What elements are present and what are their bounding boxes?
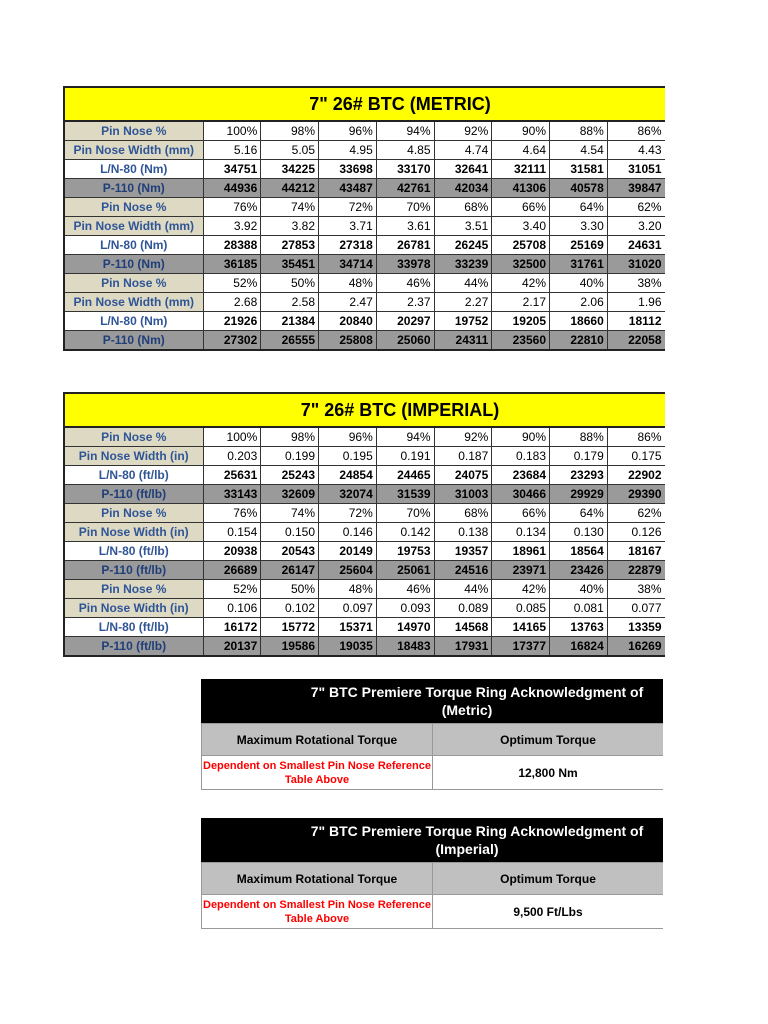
table-cell: 0.191 (376, 447, 434, 466)
table-cell: 2.37 (376, 293, 434, 312)
table-cell: 100% (203, 122, 261, 141)
table-cell: 70% (376, 198, 434, 217)
table-cell: 22902 (607, 466, 665, 485)
table-cell: 25708 (492, 236, 550, 255)
table-cell: 24311 (434, 331, 492, 351)
row-label: Pin Nose % (65, 274, 203, 293)
table-cell: 31020 (607, 255, 665, 274)
row-label: Pin Nose Width (mm) (65, 293, 203, 312)
row-label: Pin Nose Width (mm) (65, 141, 203, 160)
table-cell: 22879 (607, 561, 665, 580)
table-cell: 0.183 (492, 447, 550, 466)
table-row (65, 618, 665, 637)
table-cell: 18564 (550, 542, 608, 561)
row-label: Pin Nose Width (in) (65, 447, 203, 466)
table-cell: 19752 (434, 312, 492, 331)
table-row (65, 274, 665, 293)
table-cell: 32500 (492, 255, 550, 274)
table-cell: 14970 (376, 618, 434, 637)
table-row (65, 312, 665, 331)
max-rotational-torque-note: Dependent on Smallest Pin Nose Reference Table Above (202, 895, 433, 929)
table-cell: 88% (550, 122, 608, 141)
table-cell: 42034 (434, 179, 492, 198)
optimum-torque-value: 9,500 Ft/Lbs (433, 895, 664, 929)
ack-imperial-title-line2: (Imperial) (435, 841, 499, 857)
table-cell: 0.195 (319, 447, 377, 466)
table-cell: 32609 (261, 485, 319, 504)
table-cell: 26689 (203, 561, 261, 580)
table-cell: 0.142 (376, 523, 434, 542)
table-cell: 23971 (492, 561, 550, 580)
table-cell: 30466 (492, 485, 550, 504)
table-cell: 34751 (203, 160, 261, 179)
row-label: Pin Nose % (65, 580, 203, 599)
table-cell: 4.95 (319, 141, 377, 160)
table-row (65, 179, 665, 198)
table-cell: 46% (376, 274, 434, 293)
row-label: P-110 (ft/lb) (65, 637, 203, 657)
table-cell: 96% (319, 122, 377, 141)
table-cell: 19357 (434, 542, 492, 561)
table-cell: 24854 (319, 466, 377, 485)
table-cell: 21384 (261, 312, 319, 331)
table-cell: 3.61 (376, 217, 434, 236)
table-cell: 31051 (607, 160, 665, 179)
imperial-table-title: 7" 26# BTC (IMPERIAL) (65, 394, 665, 428)
table-cell: 0.134 (492, 523, 550, 542)
table-cell: 23684 (492, 466, 550, 485)
table-cell: 4.85 (376, 141, 434, 160)
row-label: Pin Nose Width (in) (65, 599, 203, 618)
table-cell: 20543 (261, 542, 319, 561)
table-cell: 64% (550, 198, 608, 217)
row-label: P-110 (Nm) (65, 255, 203, 274)
table-cell: 18112 (607, 312, 665, 331)
table-cell: 48% (319, 274, 377, 293)
table-cell: 86% (607, 122, 665, 141)
table-cell: 2.17 (492, 293, 550, 312)
table-cell: 16824 (550, 637, 608, 657)
row-label: P-110 (ft/lb) (65, 561, 203, 580)
table-cell: 24075 (434, 466, 492, 485)
table-cell: 0.085 (492, 599, 550, 618)
table-cell: 50% (261, 274, 319, 293)
table-cell: 66% (492, 198, 550, 217)
table-cell: 2.47 (319, 293, 377, 312)
table-cell: 24631 (607, 236, 665, 255)
table-cell: 32074 (319, 485, 377, 504)
table-cell: 23293 (550, 466, 608, 485)
table-cell: 2.06 (550, 293, 608, 312)
table-cell: 72% (319, 198, 377, 217)
metric-table (63, 86, 665, 351)
table-cell: 0.150 (261, 523, 319, 542)
table-cell: 29929 (550, 485, 608, 504)
table-cell: 25169 (550, 236, 608, 255)
table-cell: 92% (434, 428, 492, 447)
table-cell: 74% (261, 504, 319, 523)
table-cell: 27318 (319, 236, 377, 255)
table-cell: 90% (492, 122, 550, 141)
table-cell: 4.74 (434, 141, 492, 160)
table-cell: 15371 (319, 618, 377, 637)
table-cell: 25243 (261, 466, 319, 485)
table-cell: 16172 (203, 618, 261, 637)
table-cell: 90% (492, 428, 550, 447)
table-cell: 76% (203, 504, 261, 523)
table-cell: 18961 (492, 542, 550, 561)
table-cell: 15772 (261, 618, 319, 637)
table-row (65, 447, 665, 466)
table-row (65, 637, 665, 657)
table-cell: 5.05 (261, 141, 319, 160)
table-cell: 25061 (376, 561, 434, 580)
row-label: Pin Nose Width (mm) (65, 217, 203, 236)
table-cell: 4.54 (550, 141, 608, 160)
table-cell: 44% (434, 580, 492, 599)
table-cell: 76% (203, 198, 261, 217)
table-cell: 92% (434, 122, 492, 141)
table-cell: 33170 (376, 160, 434, 179)
table-cell: 0.130 (550, 523, 608, 542)
ack-metric-title-line2: (Metric) (441, 702, 493, 718)
table-cell: 14568 (434, 618, 492, 637)
row-label: P-110 (Nm) (65, 331, 203, 351)
table-cell: 32641 (434, 160, 492, 179)
table-row (65, 217, 665, 236)
table-cell: 25604 (319, 561, 377, 580)
table-cell: 17931 (434, 637, 492, 657)
table-row (65, 160, 665, 179)
table-cell: 34225 (261, 160, 319, 179)
table-cell: 66% (492, 504, 550, 523)
table-cell: 27853 (261, 236, 319, 255)
table-cell: 72% (319, 504, 377, 523)
table-cell: 20840 (319, 312, 377, 331)
table-cell: 19205 (492, 312, 550, 331)
ack-imperial-box (201, 818, 663, 929)
table-cell: 3.30 (550, 217, 608, 236)
table-cell: 0.175 (607, 447, 665, 466)
table-row (65, 198, 665, 217)
table-cell: 36185 (203, 255, 261, 274)
table-cell: 16269 (607, 637, 665, 657)
row-label: P-110 (ft/lb) (65, 485, 203, 504)
table-cell: 0.077 (607, 599, 665, 618)
table-cell: 2.58 (261, 293, 319, 312)
table-cell: 26245 (434, 236, 492, 255)
table-cell: 40% (550, 580, 608, 599)
table-row (65, 331, 665, 351)
optimum-torque-header: Optimum Torque (433, 863, 664, 895)
ack-imperial-table (201, 862, 663, 929)
row-label: L/N-80 (ft/lb) (65, 618, 203, 637)
table-cell: 0.187 (434, 447, 492, 466)
table-cell: 4.43 (607, 141, 665, 160)
table-cell: 62% (607, 198, 665, 217)
imperial-table (63, 392, 665, 657)
table-cell: 98% (261, 428, 319, 447)
table-cell: 40578 (550, 179, 608, 198)
table-cell: 29390 (607, 485, 665, 504)
table-cell: 74% (261, 198, 319, 217)
table-cell: 22810 (550, 331, 608, 351)
ack-metric-table (201, 723, 663, 790)
table-cell: 14165 (492, 618, 550, 637)
table-cell: 26555 (261, 331, 319, 351)
table-cell: 18483 (376, 637, 434, 657)
max-rotational-torque-header: Maximum Rotational Torque (202, 863, 433, 895)
row-label: L/N-80 (ft/lb) (65, 466, 203, 485)
table-cell: 24465 (376, 466, 434, 485)
table-cell: 31581 (550, 160, 608, 179)
table-cell: 33239 (434, 255, 492, 274)
imperial-table-body (65, 428, 665, 657)
table-cell: 3.20 (607, 217, 665, 236)
table-cell: 35451 (261, 255, 319, 274)
table-cell: 20938 (203, 542, 261, 561)
table-cell: 41306 (492, 179, 550, 198)
row-label: Pin Nose Width (in) (65, 523, 203, 542)
table-cell: 21926 (203, 312, 261, 331)
table-cell: 40% (550, 274, 608, 293)
table-cell: 48% (319, 580, 377, 599)
table-cell: 0.081 (550, 599, 608, 618)
table-cell: 42761 (376, 179, 434, 198)
row-label: Pin Nose % (65, 504, 203, 523)
table-cell: 3.82 (261, 217, 319, 236)
table-cell: 94% (376, 428, 434, 447)
table-cell: 3.40 (492, 217, 550, 236)
table-row (65, 523, 665, 542)
table-row (65, 561, 665, 580)
table-cell: 27302 (203, 331, 261, 351)
table-row (65, 485, 665, 504)
table-cell: 0.089 (434, 599, 492, 618)
table-cell: 4.64 (492, 141, 550, 160)
table-row (65, 542, 665, 561)
table-cell: 68% (434, 198, 492, 217)
table-cell: 0.199 (261, 447, 319, 466)
table-row (65, 580, 665, 599)
table-cell: 33143 (203, 485, 261, 504)
ack-imperial-title-line1: 7" BTC Premiere Torque Ring Acknowledgment of (310, 823, 644, 839)
table-cell: 1.96 (607, 293, 665, 312)
table-cell: 22058 (607, 331, 665, 351)
ack-metric-box (201, 679, 663, 790)
table-cell: 31003 (434, 485, 492, 504)
table-row (65, 466, 665, 485)
table-cell: 98% (261, 122, 319, 141)
table-row (65, 293, 665, 312)
table-cell: 20149 (319, 542, 377, 561)
table-row (65, 255, 665, 274)
table-cell: 33978 (376, 255, 434, 274)
table-cell: 42% (492, 274, 550, 293)
table-cell: 42% (492, 580, 550, 599)
row-label: Pin Nose % (65, 198, 203, 217)
table-cell: 19753 (376, 542, 434, 561)
max-rotational-torque-header: Maximum Rotational Torque (202, 724, 433, 756)
table-cell: 100% (203, 428, 261, 447)
row-label: L/N-80 (Nm) (65, 312, 203, 331)
table-cell: 23560 (492, 331, 550, 351)
table-cell: 3.51 (434, 217, 492, 236)
table-cell: 5.16 (203, 141, 261, 160)
max-rotational-torque-note: Dependent on Smallest Pin Nose Reference Table Above (202, 756, 433, 790)
metric-table-title: 7" 26# BTC (METRIC) (65, 88, 665, 122)
table-cell: 38% (607, 274, 665, 293)
row-label: P-110 (Nm) (65, 179, 203, 198)
table-cell: 18167 (607, 542, 665, 561)
table-cell: 18660 (550, 312, 608, 331)
table-cell: 52% (203, 274, 261, 293)
table-cell: 96% (319, 428, 377, 447)
table-cell: 86% (607, 428, 665, 447)
table-cell: 17377 (492, 637, 550, 657)
optimum-torque-value: 12,800 Nm (433, 756, 664, 790)
row-label: Pin Nose % (65, 122, 203, 141)
table-cell: 44% (434, 274, 492, 293)
table-cell: 32111 (492, 160, 550, 179)
table-row (65, 141, 665, 160)
table-cell: 0.097 (319, 599, 377, 618)
table-row (65, 428, 665, 447)
table-row (65, 504, 665, 523)
ack-metric-title-line1: 7" BTC Premiere Torque Ring Acknowledgment of (310, 684, 644, 700)
table-cell: 0.146 (319, 523, 377, 542)
ack-metric-header (201, 679, 663, 723)
table-cell: 0.154 (203, 523, 261, 542)
table-row (65, 236, 665, 255)
table-cell: 13359 (607, 618, 665, 637)
table-cell: 31539 (376, 485, 434, 504)
table-cell: 19586 (261, 637, 319, 657)
table-cell: 26147 (261, 561, 319, 580)
row-label: L/N-80 (Nm) (65, 160, 203, 179)
table-cell: 25631 (203, 466, 261, 485)
table-cell: 44936 (203, 179, 261, 198)
table-cell: 39847 (607, 179, 665, 198)
ack-imperial-header (201, 818, 663, 862)
table-cell: 88% (550, 428, 608, 447)
table-cell: 0.093 (376, 599, 434, 618)
table-cell: 0.138 (434, 523, 492, 542)
optimum-torque-header: Optimum Torque (433, 724, 664, 756)
table-cell: 3.92 (203, 217, 261, 236)
table-cell: 3.71 (319, 217, 377, 236)
table-cell: 0.203 (203, 447, 261, 466)
table-cell: 25808 (319, 331, 377, 351)
table-cell: 62% (607, 504, 665, 523)
table-cell: 52% (203, 580, 261, 599)
table-cell: 50% (261, 580, 319, 599)
table-cell: 2.68 (203, 293, 261, 312)
table-cell: 43487 (319, 179, 377, 198)
table-cell: 25060 (376, 331, 434, 351)
table-cell: 46% (376, 580, 434, 599)
table-cell: 28388 (203, 236, 261, 255)
table-cell: 31761 (550, 255, 608, 274)
table-row (65, 122, 665, 141)
table-cell: 0.126 (607, 523, 665, 542)
table-cell: 44212 (261, 179, 319, 198)
table-cell: 20297 (376, 312, 434, 331)
table-cell: 64% (550, 504, 608, 523)
table-cell: 19035 (319, 637, 377, 657)
metric-table-body (65, 122, 665, 351)
table-cell: 23426 (550, 561, 608, 580)
table-cell: 33698 (319, 160, 377, 179)
table-cell: 38% (607, 580, 665, 599)
table-cell: 68% (434, 504, 492, 523)
table-cell: 34714 (319, 255, 377, 274)
table-cell: 0.106 (203, 599, 261, 618)
table-cell: 13763 (550, 618, 608, 637)
row-label: L/N-80 (ft/lb) (65, 542, 203, 561)
row-label: L/N-80 (Nm) (65, 236, 203, 255)
table-cell: 20137 (203, 637, 261, 657)
table-cell: 24516 (434, 561, 492, 580)
table-cell: 2.27 (434, 293, 492, 312)
table-row (65, 599, 665, 618)
table-cell: 0.179 (550, 447, 608, 466)
table-cell: 26781 (376, 236, 434, 255)
row-label: Pin Nose % (65, 428, 203, 447)
table-cell: 70% (376, 504, 434, 523)
table-cell: 0.102 (261, 599, 319, 618)
table-cell: 94% (376, 122, 434, 141)
